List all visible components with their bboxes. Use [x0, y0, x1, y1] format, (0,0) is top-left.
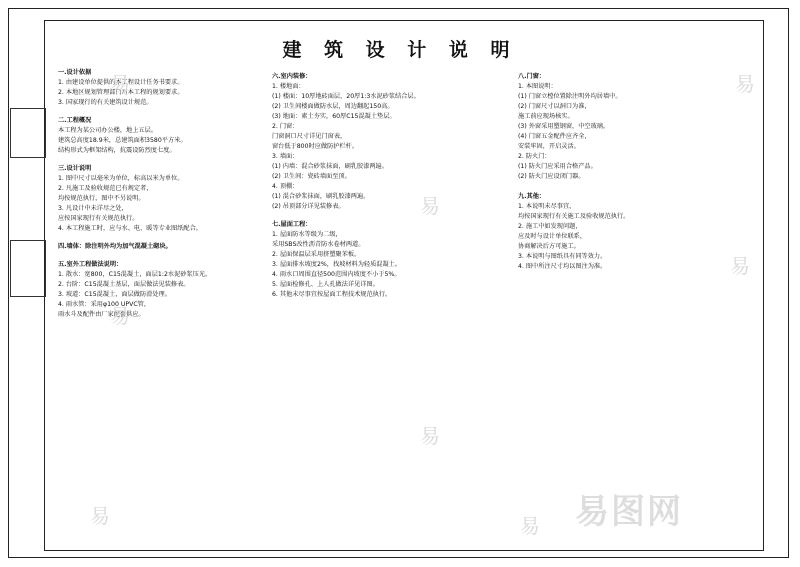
text-line: (2) 卫生间：瓷砖墙面至顶。: [272, 173, 351, 180]
text-line: (1) 门窗立樘位置除注明外均居墙中。: [518, 93, 622, 100]
text-line: 九.其他：: [518, 193, 546, 200]
text-line: 1. 屋面防水等级为二级，: [272, 231, 342, 238]
text-line: (2) 吊顶部分详见装修表。: [272, 203, 345, 210]
text-line: 1. 本说明未尽事宜，: [518, 203, 576, 210]
watermark: 易: [110, 72, 130, 96]
text-line: 门窗洞口尺寸详见门窗表，: [272, 133, 347, 140]
text-line: 2. 台阶：C15混凝土基层，面层做法见装修表。: [58, 281, 190, 288]
text-line: (2) 卫生间楼面做防水层，周边翻起150高。: [272, 103, 394, 110]
text-line: 1. 本图说明：: [518, 83, 557, 90]
text-line: 四.墙体：除注明外均为加气混凝土砌块。: [58, 243, 172, 250]
text-line: 3. 墙面：: [272, 153, 299, 160]
text-line: 雨水斗及配件由厂家配套供应。: [58, 311, 145, 318]
text-line: 采用SBS改性沥青防水卷材两道。: [272, 241, 365, 248]
column-3: [518, 72, 748, 272]
text-line: 六.室内装修：: [272, 73, 312, 80]
text-line: 安装牢固，开启灵活。: [518, 143, 580, 150]
watermark: 易: [90, 504, 110, 528]
text-line: 4. 顶棚：: [272, 183, 299, 190]
column-2: [272, 72, 497, 300]
title-block-stamp: [10, 108, 46, 158]
text-line: 3. 坡道：C15混凝土，面层做防滑处理。: [58, 291, 171, 298]
text-line: 3. 国家现行的有关建筑设计规范。: [58, 99, 153, 106]
text-line: 均按国家现行有关施工及验收规范执行。: [518, 213, 630, 220]
text-line: 本工程为某公司办公楼，地上五层。: [58, 127, 157, 134]
text-line: 4. 图中所注尺寸均以图注为准。: [518, 263, 607, 270]
text-line: (1) 防火门应采用合格产品。: [518, 163, 597, 170]
text-line: 应按国家现行有关规范执行。: [58, 215, 139, 222]
text-line: 1. 散水：宽800，C15混凝土，面层1:2水泥砂浆压光。: [58, 271, 212, 278]
watermark: 易: [420, 194, 440, 218]
text-line: (1) 混合砂浆抹面，刷乳胶漆两遍。: [272, 193, 370, 200]
text-line: 七.屋面工程：: [272, 221, 312, 228]
text-line: 1. 图中尺寸以毫米为单位，标高以米为单位。: [58, 175, 184, 182]
text-line: 4. 本工程施工时，应与水、电、暖等专业图纸配合。: [58, 225, 202, 232]
text-line: 2. 凡施工及验收规范已有规定者，: [58, 185, 153, 192]
text-line: (4) 门窗五金配件应齐全，: [518, 133, 591, 140]
title-block-stamp-2: [10, 240, 46, 297]
watermark: 易: [110, 304, 130, 328]
text-line: 1. 楼地面：: [272, 83, 305, 90]
text-line: (1) 楼面：10厚地砖面层，20厚1:3水泥砂浆结合层。: [272, 93, 420, 100]
text-line: 4. 雨水管：采用φ100 UPVC管，: [58, 301, 151, 308]
text-line: 2. 施工中如发现问题，: [518, 223, 582, 230]
text-line: 二.工程概况: [58, 117, 92, 124]
text-line: 2. 门窗：: [272, 123, 299, 130]
text-line: 一.设计依据: [58, 69, 92, 76]
text-line: 3. 本说明与图纸具有同等效力。: [518, 253, 607, 260]
text-line: (2) 门窗尺寸以洞口为准，: [518, 103, 591, 110]
text-line: 窗台低于800时应做防护栏杆。: [272, 143, 359, 150]
text-line: 五.室外工程做法说明：: [58, 261, 123, 268]
text-line: 6. 其他未尽事宜按屋面工程技术规范执行。: [272, 291, 392, 298]
watermark: 易: [420, 424, 440, 448]
text-line: 施工前应现场核实。: [518, 113, 574, 120]
text-line: 应及时与设计单位联系，: [518, 233, 587, 240]
document-title: 建 筑 设 计 说 明: [282, 39, 518, 61]
watermark-logo: 易图网: [575, 492, 683, 532]
watermark: 易: [730, 254, 750, 278]
text-line: 3. 屋面排水坡度2%，找坡材料为轻质混凝土。: [272, 261, 402, 268]
text-line: 2. 防火门：: [518, 153, 551, 160]
watermark: 易: [520, 514, 540, 538]
text-line: 建筑总高度18.9米，总建筑面积3580平方米。: [58, 137, 187, 144]
text-line: 1. 由建设单位提供的本工程设计任务书要求。: [58, 79, 184, 86]
text-line: 4. 雨水口周围直径500范围内坡度不小于5%。: [272, 271, 401, 278]
text-line: 协商解决后方可施工。: [518, 243, 580, 250]
text-line: 三.设计说明: [58, 165, 92, 172]
text-line: (3) 外窗采用塑钢窗，中空玻璃。: [518, 123, 610, 130]
text-line: 2. 屋面保温层采用挤塑聚苯板。: [272, 251, 361, 258]
text-line: (3) 地面：素土夯实，60厚C15混凝土垫层。: [272, 113, 396, 120]
text-line: (1) 内墙：混合砂浆抹面，刷乳胶漆两遍。: [272, 163, 388, 170]
text-line: 八.门窗：: [518, 73, 546, 80]
text-line: (2) 防火门应设闭门器。: [518, 173, 585, 180]
text-line: 3. 凡设计中未详尽之处，: [58, 205, 128, 212]
column-1: [58, 68, 258, 320]
text-line: 均按规范执行，图中不另说明。: [58, 195, 145, 202]
text-line: 5. 屋面检修孔、上人孔做法详见详图。: [272, 281, 379, 288]
watermark: 易: [735, 72, 755, 96]
text-line: 2. 本地区规划管理部门对本工程的规划要求。: [58, 89, 184, 96]
text-line: 结构形式为框架结构，抗震设防烈度七度。: [58, 147, 176, 154]
